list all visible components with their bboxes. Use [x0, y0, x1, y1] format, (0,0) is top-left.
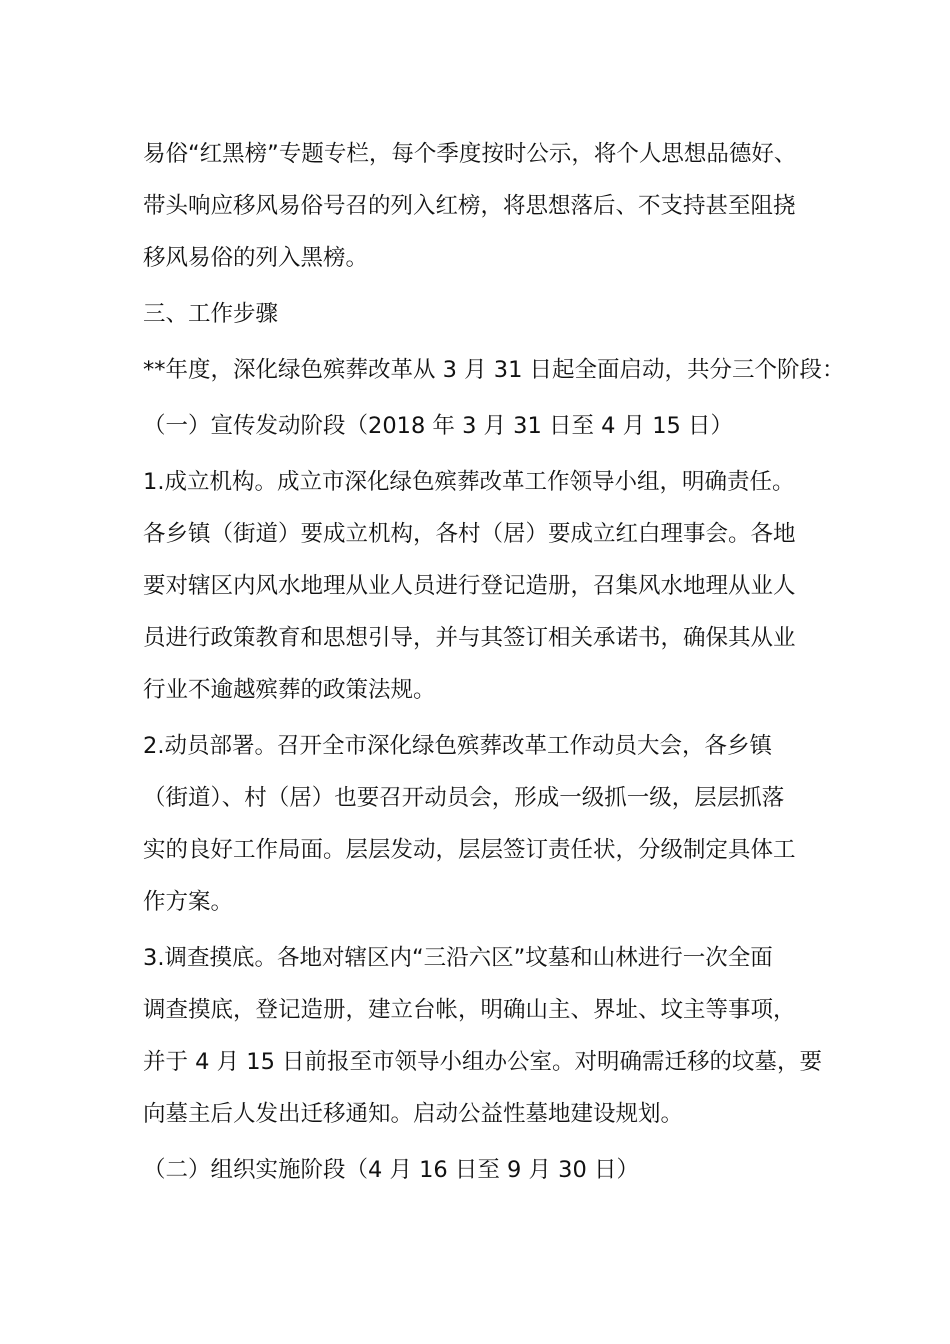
paragraph-line: 实的良好工作局面。层层发动，层层签订责任状，分级制定具体工	[143, 837, 796, 863]
document-body	[143, 128, 845, 1196]
paragraph-line: （街道）、村（居）也要召开动员会，形成一级抓一级，层层抓落	[143, 785, 785, 811]
paragraph-line: 行业不逾越殡葬的政策法规。	[143, 677, 436, 703]
subsection-heading: （一）宣传发动阶段（2018 年 3 月 31 日至 4 月 15 日）	[143, 413, 734, 439]
paragraph-line: 1.成立机构。成立市深化绿色殡葬改革工作领导小组，明确责任。	[143, 469, 795, 495]
paragraph-line: 并于 4 月 15 日前报至市领导小组办公室。对明确需迁移的坟墓，要	[143, 1049, 823, 1075]
paragraph-line: 各乡镇（街道）要成立机构，各村（居）要成立红白理事会。各地	[143, 521, 796, 547]
paragraph-line: 移风易俗的列入黑榜。	[143, 245, 369, 271]
paragraph-line: 员进行政策教育和思想引导，并与其签订相关承诺书，确保其从业	[143, 625, 796, 651]
paragraph-line: 3.调查摸底。各地对辖区内“三沿六区”坟墓和山林进行一次全面	[143, 945, 773, 971]
section-heading: 三、工作步骤	[143, 301, 279, 327]
paragraph-line: **年度，深化绿色殡葬改革从 3 月 31 日起全面启动，共分三个阶段：	[143, 357, 845, 383]
subsection-heading: （二）组织实施阶段（4 月 16 日至 9 月 30 日）	[143, 1157, 639, 1183]
paragraph-line: 要对辖区内风水地理从业人员进行登记造册，召集风水地理从业人	[143, 573, 796, 599]
paragraph-line: 向墓主后人发出迁移通知。启动公益性墓地建设规划。	[143, 1101, 684, 1127]
paragraph-line: 2.动员部署。召开全市深化绿色殡葬改革工作动员大会，各乡镇	[143, 733, 772, 759]
paragraph-line: 作方案。	[143, 889, 234, 915]
paragraph-line: 易俗“红黑榜”专题专栏，每个季度按时公示，将个人思想品德好、	[143, 141, 797, 167]
paragraph-line: 调查摸底，登记造册，建立台帐，明确山主、界址、坟主等事项，	[143, 997, 796, 1023]
paragraph-line: 带头响应移风易俗号召的列入红榜，将思想落后、不支持甚至阻挠	[143, 193, 796, 219]
